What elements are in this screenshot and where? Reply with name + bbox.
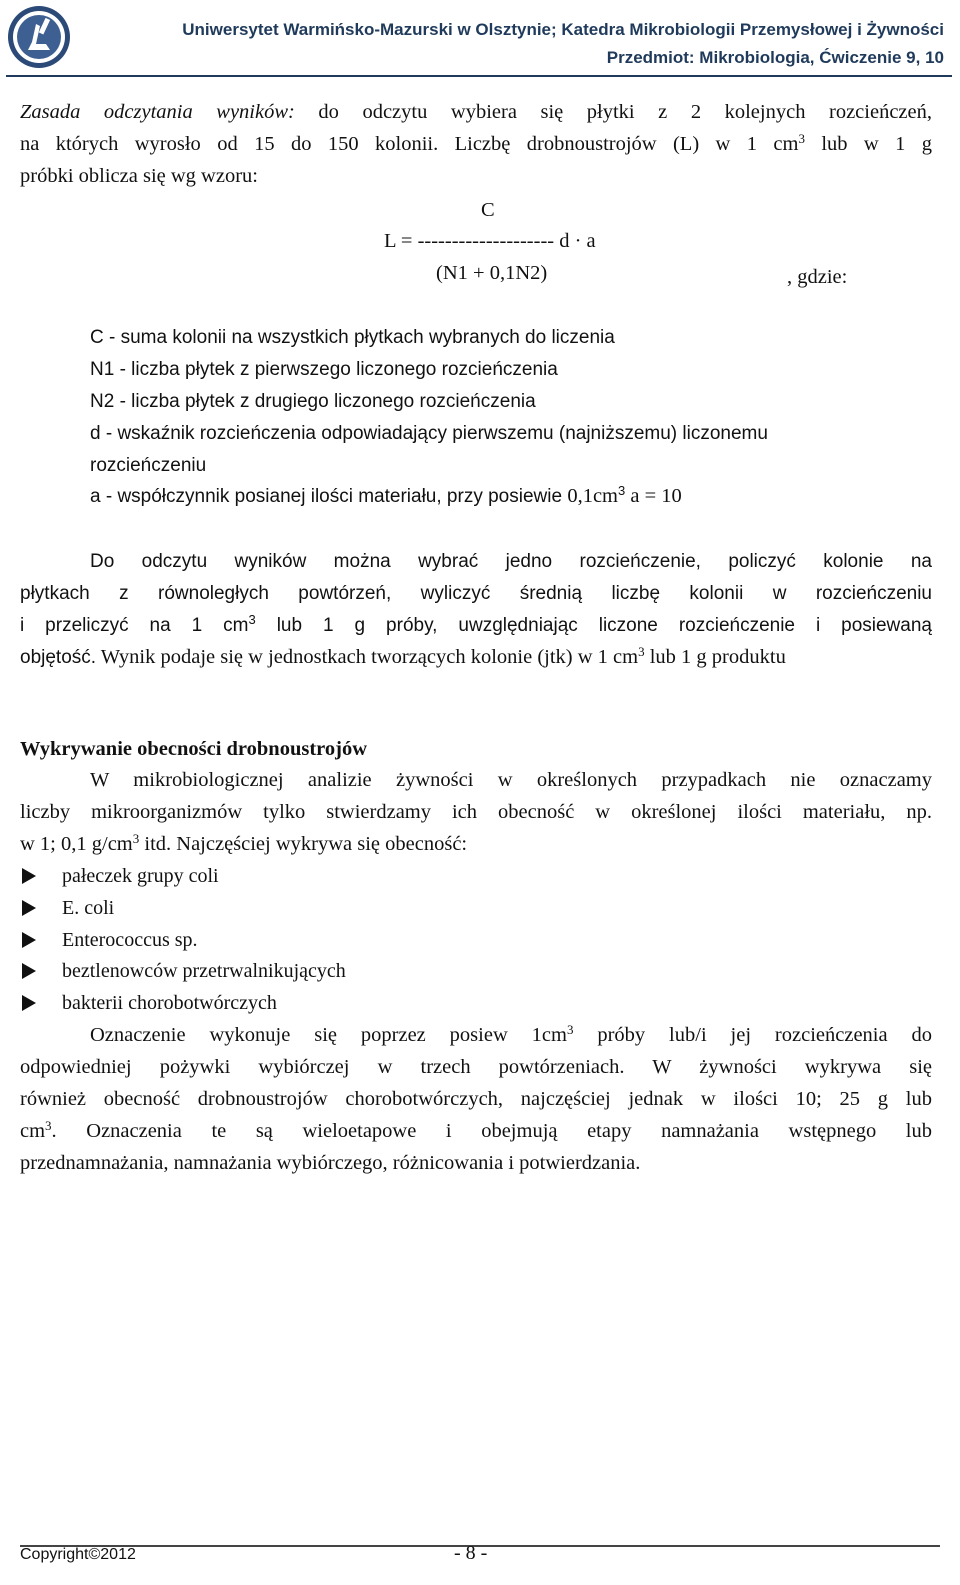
arrowhead-bullet-icon <box>22 868 36 884</box>
formula-denominator: (N1 + 0,1N2) <box>436 262 548 284</box>
definition-n2: N2 - liczba płytek z drugiego liczonego rozcieńczenia <box>90 391 536 412</box>
final-text-1b: próby lub/i jej rozcieńczenia do <box>573 1024 932 1046</box>
arrowhead-bullet-icon <box>22 963 36 979</box>
superscript: 3 <box>248 612 256 627</box>
final-line-4 <box>20 1116 932 1148</box>
final-line-1 <box>90 1020 932 1052</box>
list-item <box>22 861 219 893</box>
intro-text-2a: na których wyrosło od 15 do 150 kolonii. Liczbę drobnoustrojów (L) w 1 cm <box>20 133 799 155</box>
definition-a-value: 0,1cm <box>567 485 618 507</box>
odczyt-line-1: Do odczytu wyników można wybrać jedno rozcieńczenie, policzyć kolonie na <box>90 551 932 572</box>
odczyt-text-3b: lub 1 g próby, uwzględniając liczone rozcieńczenie i posiewaną <box>255 615 932 636</box>
superscript: 3 <box>566 1022 574 1037</box>
page-number: - 8 - <box>454 1542 488 1564</box>
list-item <box>22 925 198 957</box>
section-heading: Wykrywanie obecności drobnoustrojów <box>20 738 368 760</box>
intro-text-1: do odczytu wybiera się płytki z 2 kolejnych rozcieńczeń, <box>294 101 932 123</box>
intro-line-1 <box>20 97 932 129</box>
header-subject: Przedmiot: Mikrobiologia, Ćwiczenie 9, 10 <box>606 48 944 67</box>
odczyt-text-3a: i przeliczyć na 1 cm <box>20 615 249 636</box>
final-line-5: przednamnażania, namnażania wybiórczego, różnicowania i potwierdzania. <box>20 1152 641 1174</box>
intro-text-2b: lub w 1 g <box>804 133 932 155</box>
intro-label: Zasada odczytania wyników: <box>20 101 295 123</box>
definition-d: d - wskaźnik rozcieńczenia odpowiadający pierwszemu (najniższemu) liczonemu <box>90 423 768 444</box>
superscript: 3 <box>638 644 645 659</box>
final-line-2: odpowiedniej pożywki wybiórczej w trzech powtórzeniach. W żywności wykrywa się <box>20 1056 932 1078</box>
definition-a <box>90 481 682 513</box>
odczyt-text-4a: objętość. <box>20 647 97 668</box>
list-item <box>22 893 115 925</box>
definition-c: C - suma kolonii na wszystkich płytkach wybranych do liczenia <box>90 327 615 348</box>
section-text-3b: itd. Najczęściej wykrywa się obecność: <box>139 833 468 855</box>
copyright: Copyright©2012 <box>20 1546 136 1563</box>
final-line-3: również obecność drobnoustrojów chorobotwórczych, najczęściej jednak w ilości 10; 25 g lub <box>20 1088 932 1110</box>
odczyt-line-4 <box>20 642 786 674</box>
formula-gdzie: , gdzie: <box>787 266 848 288</box>
list-item-text: beztlenowców przetrwalnikujących <box>62 960 346 982</box>
header-title: Uniwersytet Warmińsko-Mazurski w Olsztynie; Katedra Mikrobiologii Przemysłowej i Żywności <box>182 20 944 39</box>
section-text-3a: w 1; 0,1 g/cm <box>20 833 133 855</box>
list-item <box>22 956 346 988</box>
intro-line-3: próbki oblicza się wg wzoru: <box>20 165 258 187</box>
formula-numerator: C <box>481 199 495 221</box>
list-item-text: Enterococcus sp. <box>62 929 198 951</box>
superscript: 3 <box>798 131 805 146</box>
definition-n1: N1 - liczba płytek z pierwszego liczonego rozcieńczenia <box>90 359 558 380</box>
arrowhead-bullet-icon <box>22 932 36 948</box>
superscript: 3 <box>132 831 140 846</box>
definition-d-cont: rozcieńczeniu <box>90 455 207 476</box>
section-line-2: liczby mikroorganizmów tylko stwierdzamy ich obecność w określonej ilości materiału, np. <box>20 801 932 823</box>
odczyt-line-2: płytkach z równoległych powtórzeń, wyliczyć średnią liczbę kolonii w rozcieńczeniu <box>20 583 932 604</box>
final-text-4a: cm <box>20 1120 46 1142</box>
final-text-4b: . Oznaczenia te są wieloetapowe i obejmują etapy namnażania wstępnego lub <box>51 1120 932 1142</box>
odczyt-text-4b: Wynik podaje się w jednostkach tworzących kolonie (jtk) w 1 cm <box>96 646 639 668</box>
section-line-1: W mikrobiologicznej analizie żywności w określonych przypadkach nie oznaczamy <box>90 769 932 791</box>
intro-line-2 <box>20 129 932 161</box>
definition-a-text: a - współczynnik posianej ilości materiału, przy posiewie <box>90 486 568 507</box>
superscript: 3 <box>617 483 626 498</box>
list-item-text: E. coli <box>62 897 115 919</box>
header-divider <box>6 75 952 77</box>
odczyt-line-3 <box>20 610 932 642</box>
list-item-text: pałeczek grupy coli <box>62 865 219 887</box>
superscript: 3 <box>45 1118 52 1133</box>
arrowhead-bullet-icon <box>22 900 36 916</box>
definition-a-end: a = 10 <box>625 485 682 507</box>
final-text-1a: Oznaczenie wykonuje się poprzez posiew 1cm <box>90 1024 567 1046</box>
list-item <box>22 988 277 1020</box>
section-line-3 <box>20 829 467 861</box>
university-logo-icon <box>6 4 72 70</box>
formula-main: L = -------------------- d · a <box>384 230 596 252</box>
odczyt-text-4c: lub 1 g produktu <box>644 646 786 668</box>
page-header <box>0 0 960 80</box>
list-item-text: bakterii chorobotwórczych <box>62 992 277 1014</box>
arrowhead-bullet-icon <box>22 995 36 1011</box>
